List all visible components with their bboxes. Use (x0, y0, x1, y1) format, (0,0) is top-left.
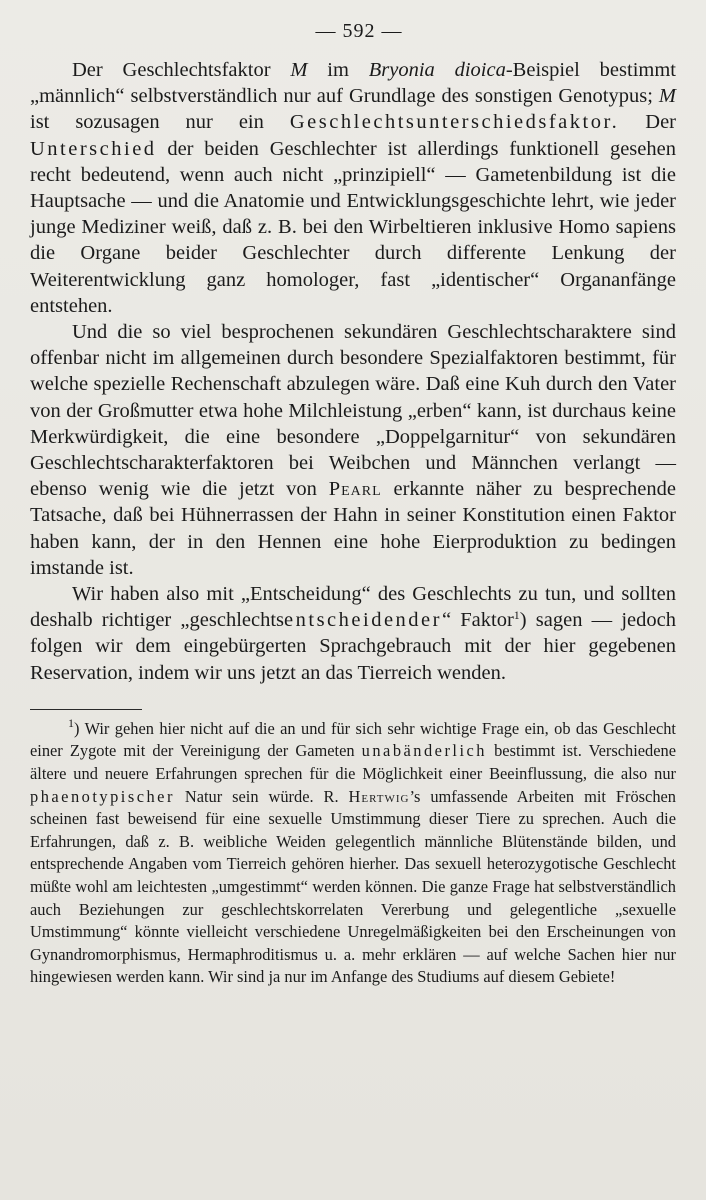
p3-text-e: ) sagen — jedoch folgen wir dem eingebürgerten Sprachgebrauch mit der hier gegebenen Reservation, indem wir uns jetzt an das Tierreich (30, 609, 676, 684)
footnote (30, 715, 676, 989)
paragraph-3 (30, 581, 676, 686)
p2-author-pearl: Pearl (328, 478, 382, 501)
p1-emphasis-unterschied: Unterschied (30, 137, 157, 160)
p2-text-a: Und die so viel besprochenen sekundären Geschlechtscharaktere sind offenbar nicht im allgemeinen durch besondere Spezialfaktoren bestimmt, für welche spezielle Rechenschaft abzulegen wäre. Daß eine Kuh durch den Vater von der Großmutter etwa hohe Milchleistung „erben“ kann, ist durchaus keine Merkwürdigkeit, die eine besondere „Doppelgarnitur“ von sekundären Geschlechtscharakterfaktoren bei Weibchen und Männchen verlangt — ebenso wenig wie die jetzt von (30, 321, 676, 501)
p3-text-f: wenden. (437, 661, 506, 684)
page-number: — 592 — (315, 20, 403, 42)
p3-emphasis-term: entscheidender (284, 609, 442, 632)
fn-emphasis-phaenotypischer: phaenotypischer (30, 786, 175, 806)
p1-species-name: Bryonia dioica (368, 59, 506, 81)
footnote-ref: 1 (513, 608, 520, 623)
p1-text-i: Der (619, 111, 677, 134)
fn-text-f: Natur sein würde. R. (174, 786, 349, 806)
fn-text-h: ’s umfassende Arbeiten mit Fröschen scheinen fast beweisend für eine sexuelle Umstimmung dieser Tiere zu sprechen. Auch die Erfahrungen, daß z. B. weibliche Weiden gelegentlich männliche Blütenstände bilden, und entsprechende Angaben vom Tierreich gehören hierher. Das sexuell heterozygotische Geschlecht müßte wohl am leichtesten „umgestimmt“ werden können. Die ganze Frage hat selbstverständlich auch Beziehungen zur geschlechtskorrelaten Vererbung und gelegentliche „sexuelle Umstimmung“ könnte vielleicht verschiedene Unregelmäßigkeiten bei den Erscheinungen von Gynandromorphismus, Hermaphroditismus u. a. mehr erklären — auf welche Sachen hier nur hingewiesen werden kann. Wir sind ja nur im Anfange des Studiums auf diesem Gebiete! (30, 786, 676, 987)
paragraph-1 (30, 57, 676, 319)
footnote-marker: 1 (68, 715, 74, 730)
p1-factor-m-2: M (658, 85, 676, 108)
p1-text-k: der beiden Geschlechter ist allerdings funktionell gesehen recht bedeutend, wenn auch nicht „prinzipiell“ — Gametenbildung ist die Hauptsache — und die Anatomie und Entwicklungsgeschichte lehrt, wie jeder junge Mediziner weiß, daß z. B. bei den Wirbeltieren inklusive Homo sapiens die Organe beider Geschlechter durch differente Lenkung der Weiterentwicklung ganz homologer, fast „identischer“ Organanfänge entstehen. (30, 137, 676, 317)
p1-emphasis-term: Geschlechtsunterschiedsfaktor. (289, 111, 620, 134)
p1-text-c: im (307, 59, 369, 81)
p3-text-a: Wir haben also mit „Entscheidung“ des Geschlechts zu tun, und sollten deshalb richtiger „geschlechts (30, 583, 676, 632)
fn-author-hertwig: Hertwig (348, 786, 410, 806)
paragraph-2 (30, 319, 676, 581)
footnote-divider (30, 709, 142, 710)
p1-text-e: -Beispiel bestimmt „männlich“ selbstverständlich nur auf Grundlage des sonstigen Genotypus; (30, 59, 676, 108)
fn-text-b: ) Wir gehen hier nicht auf die an und für sich sehr wichtige Frage ein, ob das Geschlecht einer Zygote mit der Vereinigung der Gameten (30, 718, 676, 761)
p2-text-c: erkannte näher zu besprechende Tatsache, daß bei Hühnerrassen der Hahn in seiner Konstitution einen Faktor haben kann, der in den Hennen eine hohe Eierproduktion zu bedingen imstande ist. (30, 478, 677, 579)
fn-text-d: bestimmt ist. Verschiedene ältere und neuere Erfahrungen sprechen für die Möglichkeit einer Beeinflussung, die also nur (30, 741, 676, 784)
p1-text-g: ist sozusagen nur ein (30, 111, 290, 134)
p3-text-c: “ Faktor (441, 609, 514, 632)
fn-emphasis-unabaenderlich: unabänderlich (361, 741, 487, 761)
main-text (30, 57, 676, 686)
p1-factor-m: M (290, 59, 308, 81)
p1-text-a: Der Geschlechtsfaktor (72, 59, 291, 81)
